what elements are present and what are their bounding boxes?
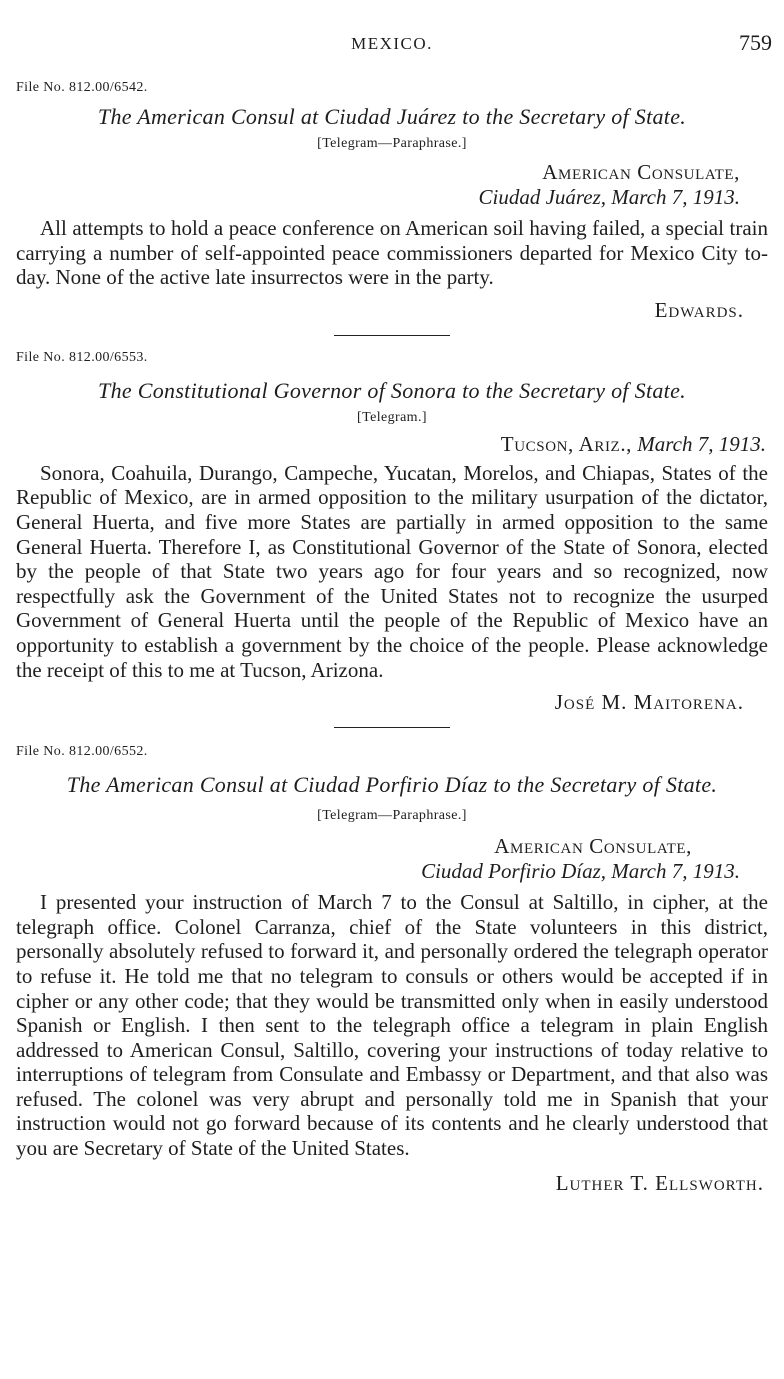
document-heading: The American Consul at Ciudad Juárez to the Secretary of State. (97, 104, 687, 129)
address-block (16, 834, 768, 884)
signature: Luther T. Ellsworth. (555, 1170, 764, 1195)
address-line-1: American Consulate, (494, 834, 692, 859)
document-6542 (16, 80, 768, 336)
page-header (16, 0, 772, 62)
document-heading: The American Consul at Ciudad Porfirio Díaz to the Secretary of State. (66, 772, 718, 798)
section-divider (334, 335, 450, 336)
signature: Edwards. (654, 297, 744, 322)
telegram-type: [Telegram—Paraphrase.] (317, 136, 467, 151)
document-body: All attempts to hold a peace conference on American soil having failed, a special train carrying a number of self-appointed peace commissioners departed for Mexico City to-day. None of the active late insurrectos were in the party. (16, 216, 768, 290)
file-number: File No. 812.00/6553. (16, 349, 148, 365)
address-line-2: Ciudad Porfirio Díaz, March 7, 1913. (421, 859, 740, 884)
page (16, 0, 772, 1196)
dateline (16, 432, 768, 457)
page-number: 759 (739, 30, 772, 55)
address-line-2: Ciudad Juárez, March 7, 1913. (478, 185, 740, 209)
file-number: File No. 812.00/6552. (16, 744, 148, 760)
address-block (16, 160, 768, 210)
signature: José M. Maitorena. (554, 690, 744, 715)
file-number: File No. 812.00/6542. (16, 80, 148, 95)
section-divider (334, 727, 450, 728)
document-body: I presented your instruction of March 7 to the Consul at Saltillo, in cipher, at the telegraph office. Colonel Carranza, chief of the State volunteers in this district, personally absolutely refused to forward it, and personally ordered the telegraph operator to refuse it. He told me that no telegram to consuls or others would be accepted if in cipher or any other code; that they would be transmitted only when in easily understood Spanish or English. I then sent to the telegraph office a telegram in plain English addressed to American Consul, Saltillo, covering your instructions of today relative to interruptions of telegram from Consulate and Embassy or Department, and that also was refused. The colonel was very abrupt and personally told me in Spanish that your instruction would not go forward because of its contents and he clearly understood that you are Secretary of State of the United States. (16, 890, 768, 1161)
document-body: Sonora, Coahuila, Durango, Campeche, Yucatan, Morelos, and Chiapas, States of the Republic of Mexico, are in armed opposition to the military usurpation of the dictator, General Huerta, and five more States are partially in armed opposition to the same General Huerta. Therefore I, as Constitutional Governor of the State of Sonora, elected by the people of that State two years ago for four years and so recognized, now respectfully ask the Government of the United States not to recognize the usurped Government of General Huerta until the people of the Republic of Mexico have an opportunity to establish a government by the choice of the people. Please acknowledge the receipt of this to me at Tucson, Arizona. (16, 460, 768, 682)
document-6552 (16, 744, 768, 1196)
running-title: MEXICO. (351, 34, 433, 53)
telegram-type: [Telegram.] (357, 409, 427, 425)
document-heading: The Constitutional Governor of Sonora to the Secretary of State. (98, 377, 686, 403)
date: March 7, 1913. (637, 431, 766, 456)
place: Tucson, Ariz., (500, 431, 633, 456)
telegram-type: [Telegram—Paraphrase.] (317, 808, 467, 824)
document-6553 (16, 350, 768, 728)
address-line-1: American Consulate, (542, 160, 740, 184)
